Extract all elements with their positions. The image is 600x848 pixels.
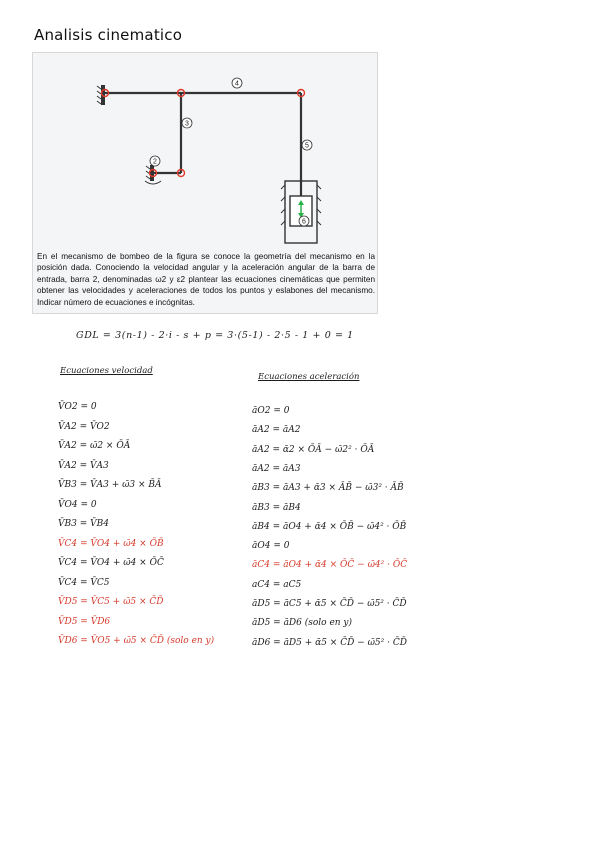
acceleration-equation: āB4 = āO4 + ᾱ4 × ŌB̄ − ω̄4² · ŌB̄ <box>252 521 407 532</box>
velocity-equation: V̄B3 = V̄B4 <box>58 519 109 529</box>
acceleration-equation: āD5 = āD6 (solo en y) <box>252 618 353 629</box>
omega-arrow <box>145 181 161 184</box>
velocity-equation: V̄A2 = V̄A3 <box>58 460 109 471</box>
svg-text:4: 4 <box>235 80 239 88</box>
mechanism-diagram <box>33 53 379 245</box>
acceleration-equation: āO2 = 0 <box>252 406 290 416</box>
mechanism-figure <box>32 52 378 314</box>
velocity-equation: V̄C4 = V̄C5 <box>58 577 110 588</box>
acceleration-equation: āC4 = āO4 + ᾱ4 × ŌC̄ − ω̄4² · ŌC̄ <box>252 560 408 571</box>
velocity-equation: V̄B3 = V̄A3 + ω̄3 × B̄Ā <box>58 480 162 490</box>
acceleration-equation: āB3 = āB4 <box>252 502 301 513</box>
acceleration-equation: āD6 = āD5 + ᾱ5 × C̄D̄ − ω̄5² · C̄D̄ <box>252 637 407 648</box>
acceleration-equation: āO4 = 0 <box>252 541 290 552</box>
gdl-equation: GDL = 3(n-1) - 2·i - s + p = 3·(5-1) - 2·5 - 1 + 0 = 1 <box>76 330 354 341</box>
velocity-equation: V̄D6 = V̄O5 + ω̄5 × C̄D̄ (solo en y) <box>58 636 215 646</box>
acceleration-equation: āD5 = āC5 + ᾱ5 × C̄D̄ − ω̄5² · C̄D̄ <box>252 599 407 609</box>
svg-text:3: 3 <box>185 120 189 128</box>
svg-text:2: 2 <box>153 158 157 166</box>
problem-statement: En el mecanismo de bombeo de la figura se conoce la geometría del mecanismo en la posición dada. Conociendo la velocidad angular y la aceleración angular de la barra de entrada, barra 2, denominadas ω2 y ε2 plantear las ecuaciones cinemáticas que permiten obtener las velocidades y aceleraciones de todos los puntos y eslabones del mecanismo. Indicar número de ecuaciones e incógnitas. <box>37 252 375 307</box>
acceleration-equation: āB3 = āA3 + ᾱ3 × ĀB̄ − ω̄3² · ĀB̄ <box>252 483 404 494</box>
page-title: Analisis cinematico <box>34 26 183 44</box>
acceleration-equation: āA2 = āA2 <box>252 425 301 436</box>
velocity-equation: V̄C4 = V̄O4 + ω̄4 × ŌB̄ <box>58 538 164 549</box>
velocity-heading: Ecuaciones velocidad <box>60 366 153 376</box>
acceleration-equation: aC4 = aC5 <box>252 579 302 590</box>
acceleration-equation: āA2 = ᾱ2 × ŌĀ − ω̄2² · ŌĀ <box>252 444 375 455</box>
velocity-equation: V̄A2 = ω̄2 × ŌĀ <box>58 441 131 451</box>
velocity-equation: V̄D5 = V̄D6 <box>58 616 111 627</box>
velocity-equation: V̄O4 = 0 <box>58 499 97 510</box>
ground-support-top <box>97 85 105 105</box>
svg-text:6: 6 <box>302 218 306 226</box>
acceleration-heading: Ecuaciones aceleración <box>258 372 360 382</box>
velocity-equation: V̄C4 = V̄O4 + ω̄4 × ŌC̄ <box>58 558 164 568</box>
velocity-equation: V̄O2 = 0 <box>58 402 97 412</box>
svg-text:5: 5 <box>305 142 309 150</box>
acceleration-equation: āA2 = āA3 <box>252 463 301 474</box>
velocity-equation: V̄A2 = V̄O2 <box>58 421 110 432</box>
velocity-equation: V̄D5 = V̄C5 + ω̄5 × C̄D̄ <box>58 597 164 607</box>
